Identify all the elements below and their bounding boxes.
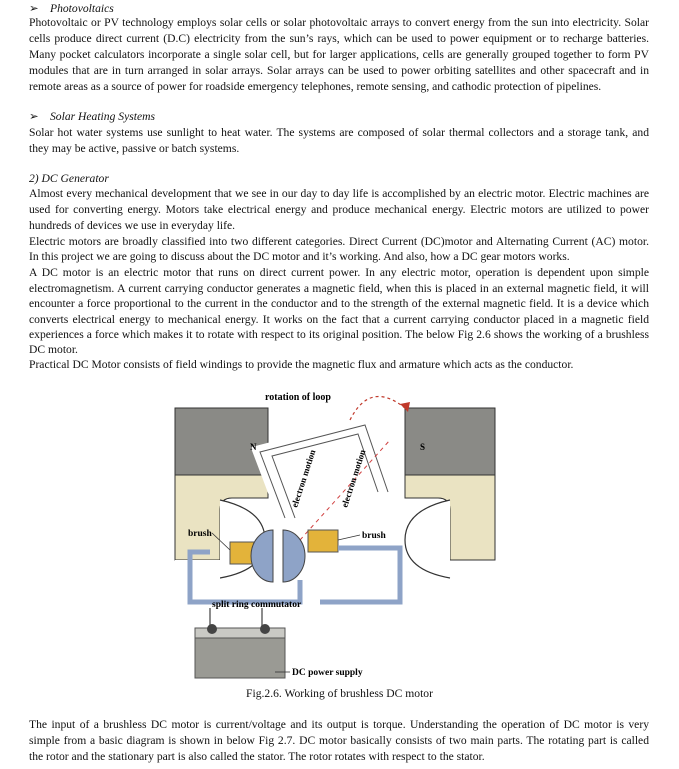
paragraph-line: the rotor and the stationary part is also called the stator. The rotor rotates with respect to the stator. bbox=[29, 750, 485, 763]
north-label: N bbox=[250, 442, 257, 452]
heading-dc-generator: 2) DC Generator bbox=[29, 172, 109, 185]
paragraph-line: The input of a brushless DC motor is current/voltage and its output is torque. Understanding the operation of DC motor is very bbox=[29, 718, 649, 731]
south-label: S bbox=[420, 442, 426, 452]
paragraph-line: Solar hot water systems use sunlight to heat water. The systems are composed of solar thermal collectors and a storage tank, and bbox=[29, 126, 649, 139]
heading-solar-heating: Solar Heating Systems bbox=[50, 110, 155, 123]
paragraph-line: experiences a force which makes it to rotate with respect to its original position. The below Fig 2.6 shows the working of a brushless bbox=[29, 328, 649, 341]
power-supply-label: DC power supply bbox=[292, 668, 363, 678]
paragraph-line: converts electrical energy to mechanical energy. It works on the fact that a current carrying conductor placed in a magnetic field bbox=[29, 313, 649, 326]
electron-right-label: electron motion bbox=[339, 448, 368, 509]
brush-right-label: brush bbox=[362, 531, 386, 541]
paragraph-line: modules that are in turn arranged in solar arrays. Solar arrays can be used to power orbiting satellites and other spacecraft and in bbox=[29, 64, 649, 77]
electron-left-label: electron motion bbox=[289, 448, 318, 509]
paragraph-line: Almost every mechanical development that we see in our day to day life is accomplished by an electric motor. Electric machines are bbox=[29, 187, 649, 200]
paragraph-line: hundreds of devices we use in everyday life. bbox=[29, 219, 236, 232]
bullet-arrow-icon: ➢ bbox=[29, 110, 39, 123]
paragraph-line: encounter a force proportional to the current in the conductor and to the strength of the external magnetic field. It is a device which bbox=[29, 297, 649, 310]
dc-motor-diagram bbox=[170, 380, 500, 687]
figure-caption: Fig.2.6. Working of brushless DC motor bbox=[246, 687, 433, 700]
paragraph-line: used for converting energy. Motors take electrical energy and produce mechanical energy. Electric motors are utilized to power bbox=[29, 203, 649, 216]
paragraph-line: A DC motor is an electric motor that runs on direct current power. In any electric motor, operation is dependent upon simple bbox=[29, 266, 649, 279]
heading-photovoltaics: Photovoltaics bbox=[50, 2, 114, 15]
paragraph-line: electromagnetism. A current carrying conductor generates a magnetic field, when this is placed in an external magnetic field, it will bbox=[29, 282, 649, 295]
paragraph-line: Electric motors are broadly classified into two different categories. Direct Current (DC)motor and Alternating Current (AC) motor. bbox=[29, 235, 649, 248]
paragraph-line: DC motor. bbox=[29, 343, 78, 356]
paragraph-line: Practical DC Motor consists of field windings to provide the magnetic flux and armature which acts as the conductor. bbox=[29, 358, 574, 371]
paragraph-line: remote areas as a source of power for roadside emergency telephones, remote sensing, and cathodic protection of pipelines. bbox=[29, 80, 602, 93]
paragraph-line: simple from a basic diagram is shown in below Fig 2.7. DC motor basically consists of two main parts. The rotating part is called bbox=[29, 734, 649, 747]
paragraph-line: Many pocket calculators incorporate a single solar cell, but for larger applications, cells are generally grouped together to form PV bbox=[29, 48, 649, 61]
commutator-label: split ring commutator bbox=[212, 600, 302, 610]
paragraph-line: In this project we are going to discuss about the DC motor and it’s working. And also, how a DC gear motors works. bbox=[29, 250, 570, 263]
bullet-arrow-icon: ➢ bbox=[29, 2, 39, 15]
paragraph-line: cells produce direct current (D.C) electricity from the sun’s rays, which can be used to power equipment or to recharge batteries. bbox=[29, 32, 649, 45]
brush-left-label: brush bbox=[188, 529, 212, 539]
paragraph-line: they may be active, passive or batch systems. bbox=[29, 142, 240, 155]
paragraph-line: Photovoltaic or PV technology employs solar cells or solar photovoltaic arrays to convert energy from the sun into electricity. Solar bbox=[29, 16, 649, 29]
rotation-label: rotation of loop bbox=[265, 392, 331, 403]
